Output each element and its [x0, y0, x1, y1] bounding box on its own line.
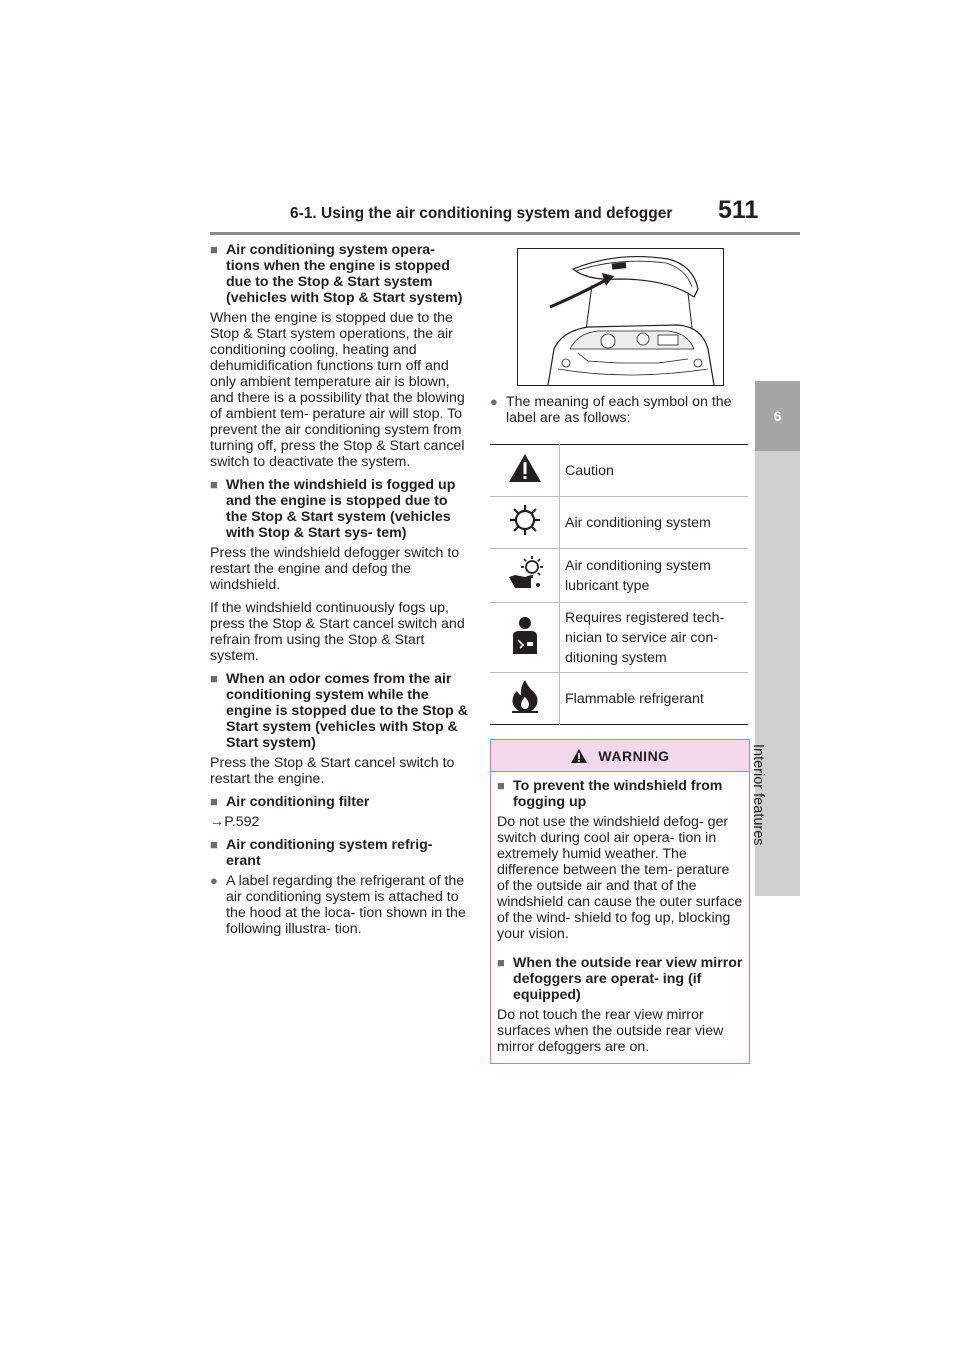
symbol-meaning: Requires registered tech- nician to service air con- ditioning system [560, 603, 749, 673]
warning-body [491, 772, 749, 1063]
ac-system-icon [508, 503, 542, 537]
flammable-icon [510, 679, 540, 713]
heading-ac-filter [210, 794, 468, 810]
left-column [210, 242, 468, 943]
warning-header [491, 740, 749, 772]
symbol-meaning: Air conditioning system lubricant type [560, 549, 749, 603]
heading-refrigerant [210, 837, 468, 869]
symbol-cell [490, 673, 560, 725]
symbol-meaning: Flammable refrigerant [565, 690, 704, 707]
paragraph: When the engine is stopped due to the Stop & Start system operations, the air conditioning cooling, heating and dehumidification functions turn off and only ambient temperature air is blown, and there is a possibility that the blowing of ambient tem- perature air will stop. To prevent the air conditioning system from turning off, press the Stop & Start cancel switch to deactivate the system. [210, 310, 465, 470]
table-row [490, 497, 748, 549]
bullet-item [210, 873, 468, 937]
section-title: 6-1. Using the air conditioning system and defogger [290, 205, 673, 222]
caution-triangle-icon [508, 453, 542, 483]
warning-heading-fogging [497, 778, 743, 810]
heading-marker: ■ [210, 837, 218, 852]
heading-odor [210, 671, 468, 751]
bullet-marker: ● [490, 394, 498, 409]
bullet-text: The meaning of each symbol on the label are as follows: [506, 394, 732, 426]
heading-text: Air conditioning filter [226, 794, 370, 810]
technician-icon [508, 616, 542, 654]
heading-marker: ■ [497, 778, 505, 793]
symbol-table [490, 444, 748, 725]
heading-text: When the windshield is fogged up and the engine is stopped due to the Stop & Start system (vehicles with Stop & Start sys- tem) [226, 477, 456, 541]
page-number: 511 [718, 196, 759, 224]
table-row [490, 673, 748, 725]
paragraph: If the windshield continuously fogs up, press the Stop & Start cancel switch and refrain from using the Stop & Start system. [210, 600, 465, 664]
symbol-meaning: Air conditioning system [560, 497, 749, 549]
warning-triangle-icon [570, 748, 588, 764]
symbol-cell [490, 497, 560, 549]
heading-text: Air conditioning system refrig- erant [226, 837, 433, 869]
warning-title: WARNING [598, 747, 670, 764]
table-row [490, 549, 748, 603]
ac-lubricant-icon [505, 555, 545, 591]
paragraph: Press the Stop & Start cancel switch to restart the engine. [210, 755, 455, 787]
symbol-cell [490, 549, 560, 603]
heading-text: To prevent the windshield from fogging up [513, 778, 723, 810]
table-row [490, 603, 748, 673]
bullet-item [490, 394, 752, 426]
heading-marker: ■ [210, 671, 218, 686]
chapter-tab [755, 381, 800, 451]
car-engine-illustration [518, 249, 723, 385]
right-column [490, 248, 752, 1064]
symbol-cell [490, 603, 560, 673]
heading-stop-start-ac [210, 242, 468, 306]
header-divider [210, 232, 800, 235]
paragraph: Do not touch the rear view mirror surfaces when the outside rear view mirror defoggers are on. [497, 1007, 724, 1055]
bullet-marker: ● [210, 873, 218, 888]
page-reference-link[interactable]: →P.592 [210, 814, 260, 830]
hood-label-illustration [517, 248, 724, 386]
heading-marker: ■ [210, 477, 218, 492]
chapter-label: Interior features [750, 744, 766, 846]
heading-marker: ■ [497, 955, 505, 970]
warning-heading-mirror [497, 955, 743, 1003]
paragraph: Press the windshield defogger switch to restart the engine and defog the windshield. [210, 545, 460, 593]
heading-text: Air conditioning system opera- tions when the engine is stopped due to the Stop & Start system (vehicles with Stop & Start system) [226, 242, 463, 306]
paragraph: Do not use the windshield defog- ger switch during cool air opera- tion in extremely humid weather. The difference between the tem- perature of the outside air and that of the windshield can cause the outer surface of the wind- shield to fog up, blocking your vision. [497, 814, 743, 942]
heading-text: When an odor comes from the air conditioning system while the engine is stopped due to the Stop & Start system (vehicles with Stop & Start system) [226, 671, 468, 751]
heading-text: When the outside rear view mirror defoggers are operat- ing (if equipped) [513, 955, 743, 1003]
symbol-cell [490, 445, 560, 497]
chapter-number: 6 [773, 408, 782, 424]
symbol-meaning: Caution [560, 445, 749, 497]
warning-box [490, 739, 750, 1064]
heading-windshield-fogged [210, 477, 468, 541]
bullet-text: A label regarding the refrigerant of the air conditioning system is attached to the hood at the loca- tion shown in the following illustra- tion. [226, 873, 466, 937]
heading-marker: ■ [210, 794, 218, 809]
heading-marker: ■ [210, 242, 218, 257]
table-row [490, 445, 748, 497]
